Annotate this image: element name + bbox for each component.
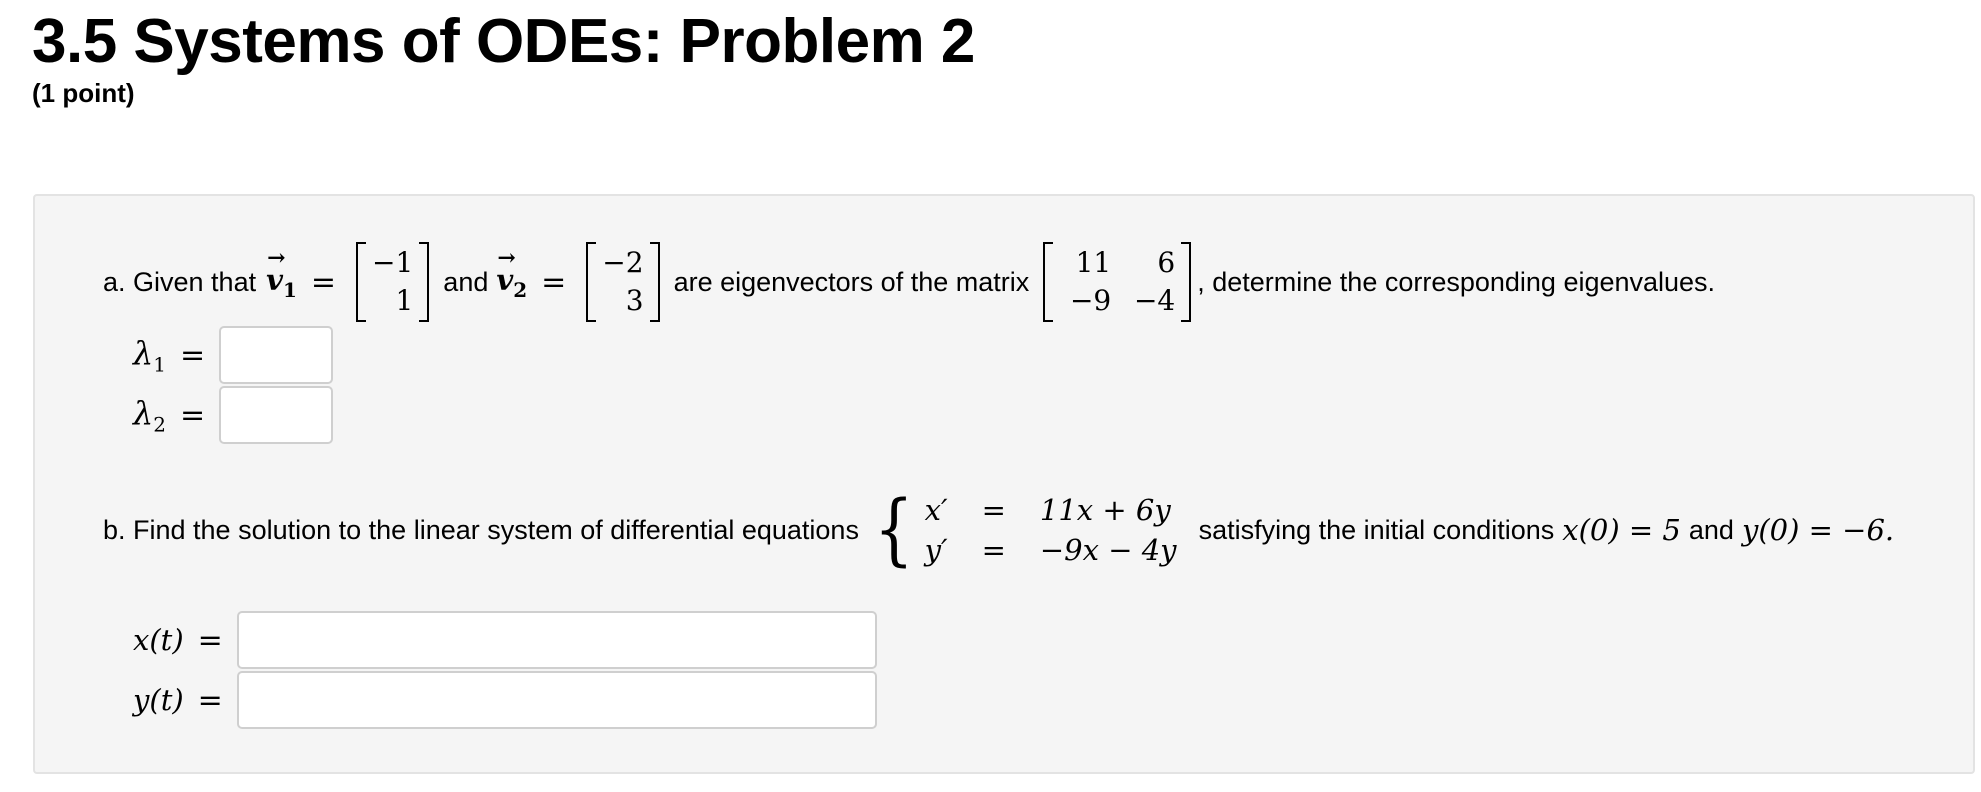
v2-vector [586,242,659,322]
x-solution-row [133,609,877,671]
eq1-rhs: 11x + 6y [1039,493,1171,527]
eq1-lhs: x′ [924,493,948,527]
conditions-text: satisfying the initial conditions [1198,514,1555,545]
v1-symbol: → $v_1$ [266,244,297,302]
y-solution-input[interactable] [237,671,877,729]
part-b-statement [103,482,1894,578]
equals-sign: = [180,337,206,373]
equals-sign: = [180,397,206,433]
eq1-sign: = [981,493,1006,527]
part-b-prefix: b. Find the solution to the linear system of differential equations [103,514,859,545]
lambda1-row [133,324,333,386]
initial-condition-y: y(0) = −6. [1741,513,1895,547]
point-value: (1 point) [32,78,135,108]
initial-condition-x: x(0) = 5 [1562,513,1681,547]
and-text: and [443,266,489,297]
x-label: x(t) [133,623,184,657]
v2-symbol: → $v_2$ [496,244,528,302]
left-brace-icon: { [873,485,914,575]
matrix-r2c1: −9 [1069,284,1112,317]
ode-system [925,493,1177,567]
v1-entry-2: 1 [395,284,414,317]
lambda2-label: $\lambda_2$ [133,393,167,437]
part-a-middle: are eigenvectors of the matrix [673,266,1030,297]
lambda2-input[interactable] [219,386,333,444]
equals-sign: = [541,264,567,300]
problem-panel [33,194,1975,774]
part-a-statement [103,238,1715,326]
matrix-r1c2: 6 [1157,246,1176,280]
y-label: y(t) [133,683,184,717]
v2-entry-2: 3 [625,284,644,317]
eq2-rhs: −9x − 4y [1039,533,1177,567]
lambda1-input[interactable] [219,326,333,384]
y-solution-row [133,669,877,731]
equals-sign: = [310,264,337,300]
lambda1-label: $\lambda_1$ [133,333,167,377]
matrix-r1c1: 11 [1075,246,1112,280]
eq2-sign: = [981,533,1006,567]
coefficient-matrix [1043,242,1191,322]
matrix-r2c2: −4 [1133,284,1176,317]
equals-sign: = [197,622,223,658]
part-a-prefix: a. Given that [103,266,257,297]
equals-sign: = [197,682,223,718]
and-text: and [1688,514,1734,545]
x-solution-input[interactable] [237,611,877,669]
part-a-suffix: , determine the corresponding eigenvalues. [1197,266,1716,297]
v1-vector [356,242,429,322]
eq2-lhs: y′ [924,533,948,567]
page-title: 3.5 Systems of ODEs: Problem 2 [32,7,975,76]
v2-entry-1: −2 [602,246,644,280]
v1-entry-1: −1 [372,246,414,280]
lambda2-row [133,384,333,446]
